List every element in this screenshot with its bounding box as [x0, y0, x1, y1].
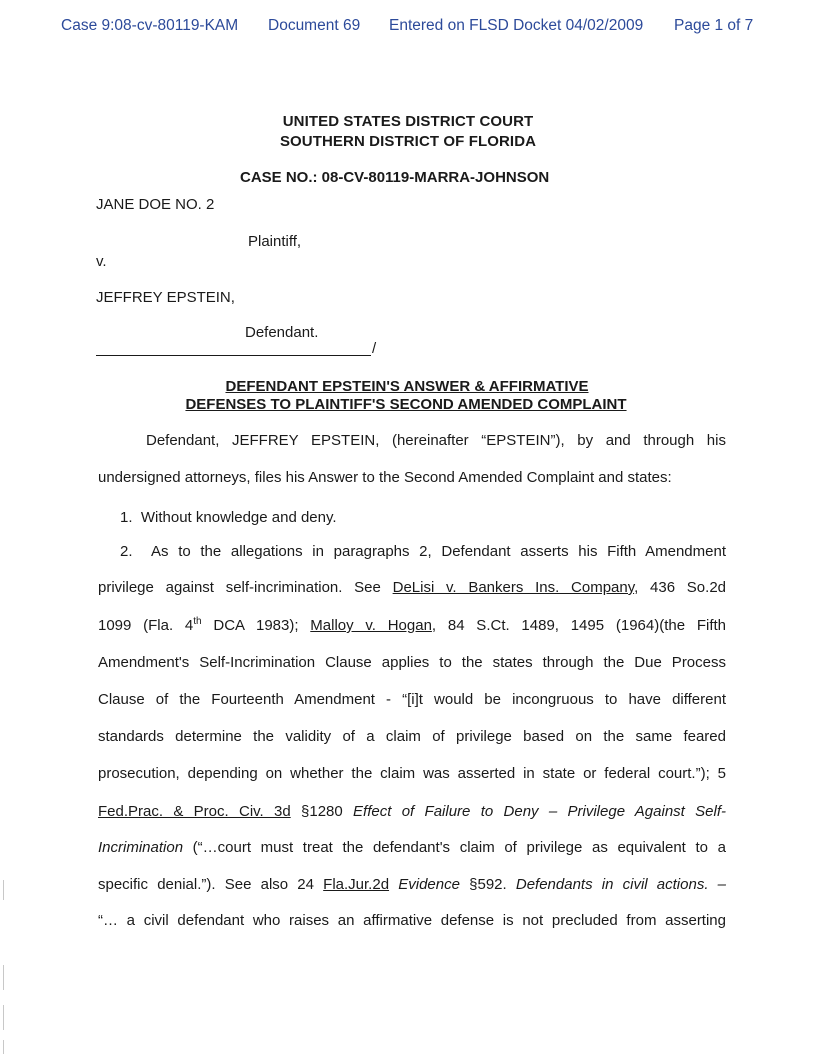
text-run: §592.: [459, 876, 516, 893]
text-run: specific denial.”). See also 24: [98, 876, 324, 893]
paragraph-2-line-8: [98, 803, 726, 821]
list-item-2: [120, 543, 726, 561]
paragraph-2-line-7: prosecution, depending on whether the claim was asserted in state or federal court.”); 5: [98, 765, 726, 782]
court-name: UNITED STATES DISTRICT COURT: [282, 113, 534, 130]
docket-entry-date: Entered on FLSD Docket 04/02/2009: [389, 17, 644, 34]
list-item-2-number: 2.: [120, 543, 133, 560]
list-item-1: [120, 509, 726, 527]
paragraph-2-line-9: [98, 839, 726, 857]
evidence-title: Evidence: [398, 876, 460, 893]
text-run: , 84 S.Ct. 1489, 1495 (1964)(the Fifth: [431, 617, 727, 634]
document-title-line-1: DEFENDANT EPSTEIN'S ANSWER & AFFIRMATIVE: [225, 378, 589, 395]
section-title-continued: Incrimination: [98, 839, 184, 856]
list-item-1-number: 1.: [120, 509, 133, 526]
document-title-line-2: DEFENSES TO PLAINTIFF'S SECOND AMENDED COMPLAINT: [185, 396, 627, 413]
civil-actions-title: Defendants in civil actions. –: [515, 876, 727, 893]
paragraph-2-line-6: standards determine the validity of a claim of privilege based on the same feared: [98, 728, 726, 745]
intro-line-1: Defendant, JEFFREY EPSTEIN, (hereinafter “EPSTEIN”), by and through his: [146, 432, 726, 449]
paragraph-2-line-11: “… a civil defendant who raises an affirmative defense is not precluded from asserting: [98, 912, 726, 929]
list-item-1-text: Without knowledge and deny.: [140, 509, 337, 526]
scan-artifact: [3, 1005, 4, 1030]
text-run: DCA 1983);: [201, 617, 311, 634]
text-run: (“…court must treat the defendant's claim of privilege as equivalent to a: [183, 839, 726, 856]
paragraph-2-line-5: Clause of the Fourteenth Amendment - “[i]t would be incongruous to have different: [98, 691, 726, 708]
defendant-name: JEFFREY EPSTEIN,: [96, 289, 235, 306]
docket-page-count: Page 1 of 7: [674, 17, 754, 34]
case-number: CASE NO.: 08-CV-80119-MARRA-JOHNSON: [240, 169, 550, 186]
case-citation-malloy: Malloy v. Hogan: [310, 617, 432, 634]
ordinal-superscript: th: [193, 616, 202, 627]
court-district: SOUTHERN DISTRICT OF FLORIDA: [279, 133, 537, 150]
paragraph-2-line-3: [98, 617, 726, 635]
text-run: §1280: [290, 803, 354, 820]
section-title: Effect of Failure to Deny – Privilege Against Self-: [353, 803, 726, 820]
defendant-role: Defendant.: [245, 324, 319, 341]
versus: v.: [96, 253, 107, 270]
scan-artifact: [3, 965, 4, 990]
paragraph-2-line-2: [98, 579, 726, 597]
caption-slash: /: [372, 340, 377, 357]
text-run: , 436 So.2d: [634, 579, 727, 596]
paragraph-2-line-10: [98, 876, 726, 894]
scan-artifact: [3, 1040, 4, 1054]
docket-case-number: Case 9:08-cv-80119-KAM: [61, 17, 239, 34]
scan-artifact: [3, 880, 4, 900]
text-run: 1099 (Fla. 4: [98, 617, 194, 634]
docket-document-number: Document 69: [268, 17, 361, 34]
list-item-2-text: As to the allegations in paragraphs 2, Defendant asserts his Fifth Amendment: [151, 543, 726, 560]
text-run: privilege against self-incrimination. See: [98, 579, 393, 596]
paragraph-2-line-4: Amendment's Self-Incrimination Clause applies to the states through the Due Process: [98, 654, 726, 671]
text-run: [389, 876, 398, 893]
plaintiff-name: JANE DOE NO. 2: [96, 196, 215, 213]
treatise-citation: Fed.Prac. & Proc. Civ. 3d: [98, 803, 291, 820]
caption-rule: [96, 355, 371, 356]
fla-jur-citation: Fla.Jur.2d: [323, 876, 390, 893]
case-citation-delisi: DeLisi v. Bankers Ins. Company: [392, 579, 635, 596]
plaintiff-role: Plaintiff,: [248, 233, 302, 250]
intro-line-2: undersigned attorneys, files his Answer to the Second Amended Complaint and states:: [98, 469, 672, 486]
